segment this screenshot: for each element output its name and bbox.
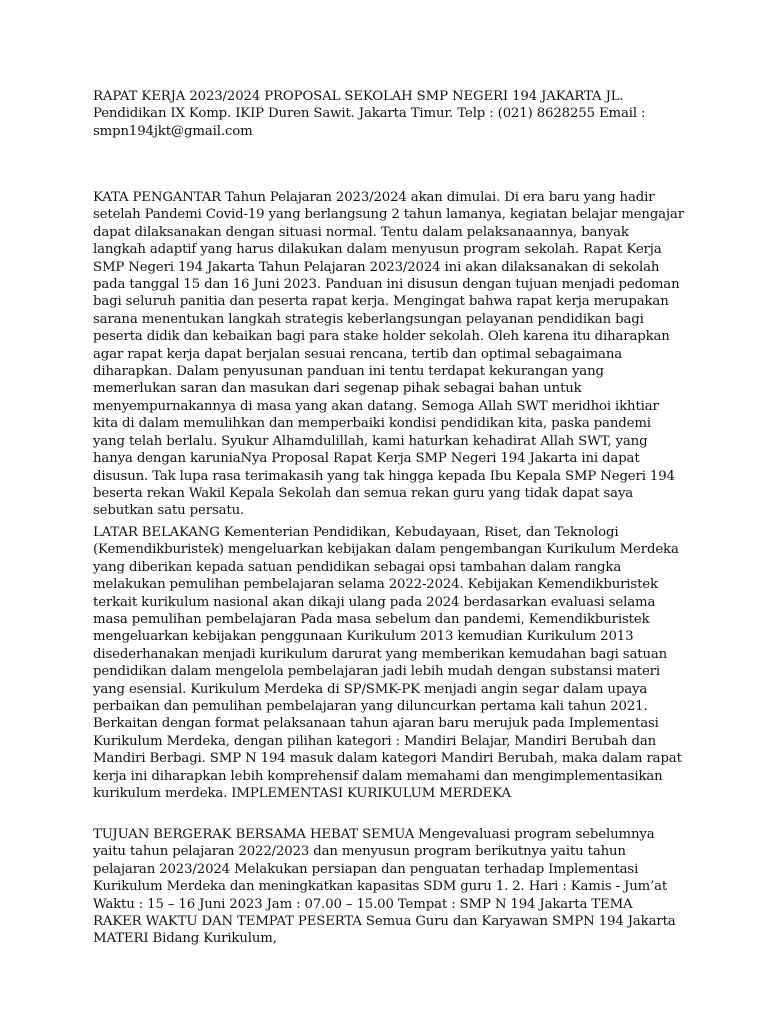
kata-pengantar-paragraph: KATA PENGANTAR Tahun Pelajaran 2023/2024 akan dimulai. Di era baru yang hadir setelah Pandemi Covid-19 yang berlangsung 2 tahun lamanya, kegiatan belajar mengajar dapat dilaksanakan dengan situasi normal. Tentu dalam pelaksanaannya, banyak langkah adaptif yang harus dilakukan dalam menyusun program sekolah. Rapat Kerja SMP Negeri 194 Jakarta Tahun Pelajaran 2023/2024 ini akan dilaksanakan di sekolah pada tanggal 15 dan 16 Juni 2023. Panduan ini disusun dengan tujuan menjadi pedoman bagi seluruh panitia dan peserta rapat kerja. Mengingat bahwa rapat kerja merupakan sarana menentukan langkah strategis keberlangsungan pelayanan pendidikan bagi peserta didik dan kebaikan bagi para stake holder sekolah. Oleh karena itu diharapkan agar rapat kerja dapat berjalan sesuai rencana, tertib dan optimal sebagaimana diharapkan. Dalam penyusunan panduan ini tentu terdapat kekurangan yang memerlukan saran dan masukan dari segenap pihak sebagai bahan untuk menyempurnakannya di masa yang akan datang. Semoga Allah SWT meridhoi ikhtiar kita di dalam memulihkan dan memperbaiki kondisi pendidikan kita, paska pandemi yang telah berlalu. Syukur Alhamdulillah, kami haturkan kehadirat Allah SWT, yang hanya dengan karuniaNya Proposal Rapat Kerja SMP Negeri 194 Jakarta ini dapat disusun. Tak lupa rasa terimakasih yang tak hingga kepada Ibu Kepala SMP Negeri 194 beserta rekan Wakil Kepala Sekolah dan semua rekan guru yang tidak dapat saya sebutkan satu persatu.	[93, 190, 684, 519]
latar-belakang-paragraph: LATAR BELAKANG Kementerian Pendidikan, Kebudayaan, Riset, dan Teknologi (Kemendikburistek) mengeluarkan kebijakan dalam pengembangan Kurikulum Merdeka yang diberikan kepada satuan pendidikan sebagai opsi tambahan dalam rangka melakukan pemulihan pembelajaran selama 2022-2024. Kebijakan Kemendikburistek terkait kurikulum nasional akan dikaji ulang pada 2024 berdasarkan evaluasi selama masa pemulihan pembelajaran Pada masa sebelum dan pandemi, Kemendikburistek mengeluarkan kebijakan penggunaan Kurikulum 2013 kemudian Kurikulum 2013 disederhanakan menjadi kurikulum darurat yang memberikan kemudahan bagi satuan pendidikan dalam mengelola pembelajaran jadi lebih mudah dengan substansi materi yang esensial. Kurikulum Merdeka di SP/SMK-PK menjadi angin segar dalam upaya perbaikan dan pemulihan pembelajaran yang diluncurkan pertama kali tahun 2021. Berkaitan dengan format pelaksanaan tahun ajaran baru merujuk pada Implementasi Kurikulum Merdeka, dengan pilihan kategori : Mandiri Belajar, Mandiri Berubah dan Mandiri Berbagi. SMP N 194 masuk dalam kategori Mandiri Berubah, maka dalam rapat kerja ini diharapkan lebih komprehensif dalam memahami dan mengimplementasikan kurikulum merdeka. IMPLEMENTASI KURIKULUM MERDEKA	[93, 525, 682, 802]
tujuan-paragraph: TUJUAN BERGERAK BERSAMA HEBAT SEMUA Mengevaluasi program sebelumnya yaitu tahun pelajaran 2022/2023 dan menyusun program berikutnya yaitu tahun pelajaran 2023/2024 Melakukan persiapan dan penguatan terhadap Implementasi Kurikulum Merdeka dan meningkatkan kapasitas SDM guru 1. 2. Hari : Kamis - Jum’at Waktu : 15 – 16 Juni 2023 Jam : 07.00 – 15.00 Tempat : SMP N 194 Jakarta TEMA RAKER WAKTU DAN TEMPAT PESERTA Semua Guru dan Karyawan SMPN 194 Jakarta MATERI Bidang Kurikulum,	[93, 827, 676, 947]
header-paragraph: RAPAT KERJA 2023/2024 PROPOSAL SEKOLAH SMP NEGERI 194 JAKARTA JL. Pendidikan IX Komp. IKIP Duren Sawit. Jakarta Timur. Telp : (021) 8628255 Email : smpn194jkt@gmail.com	[93, 89, 646, 139]
